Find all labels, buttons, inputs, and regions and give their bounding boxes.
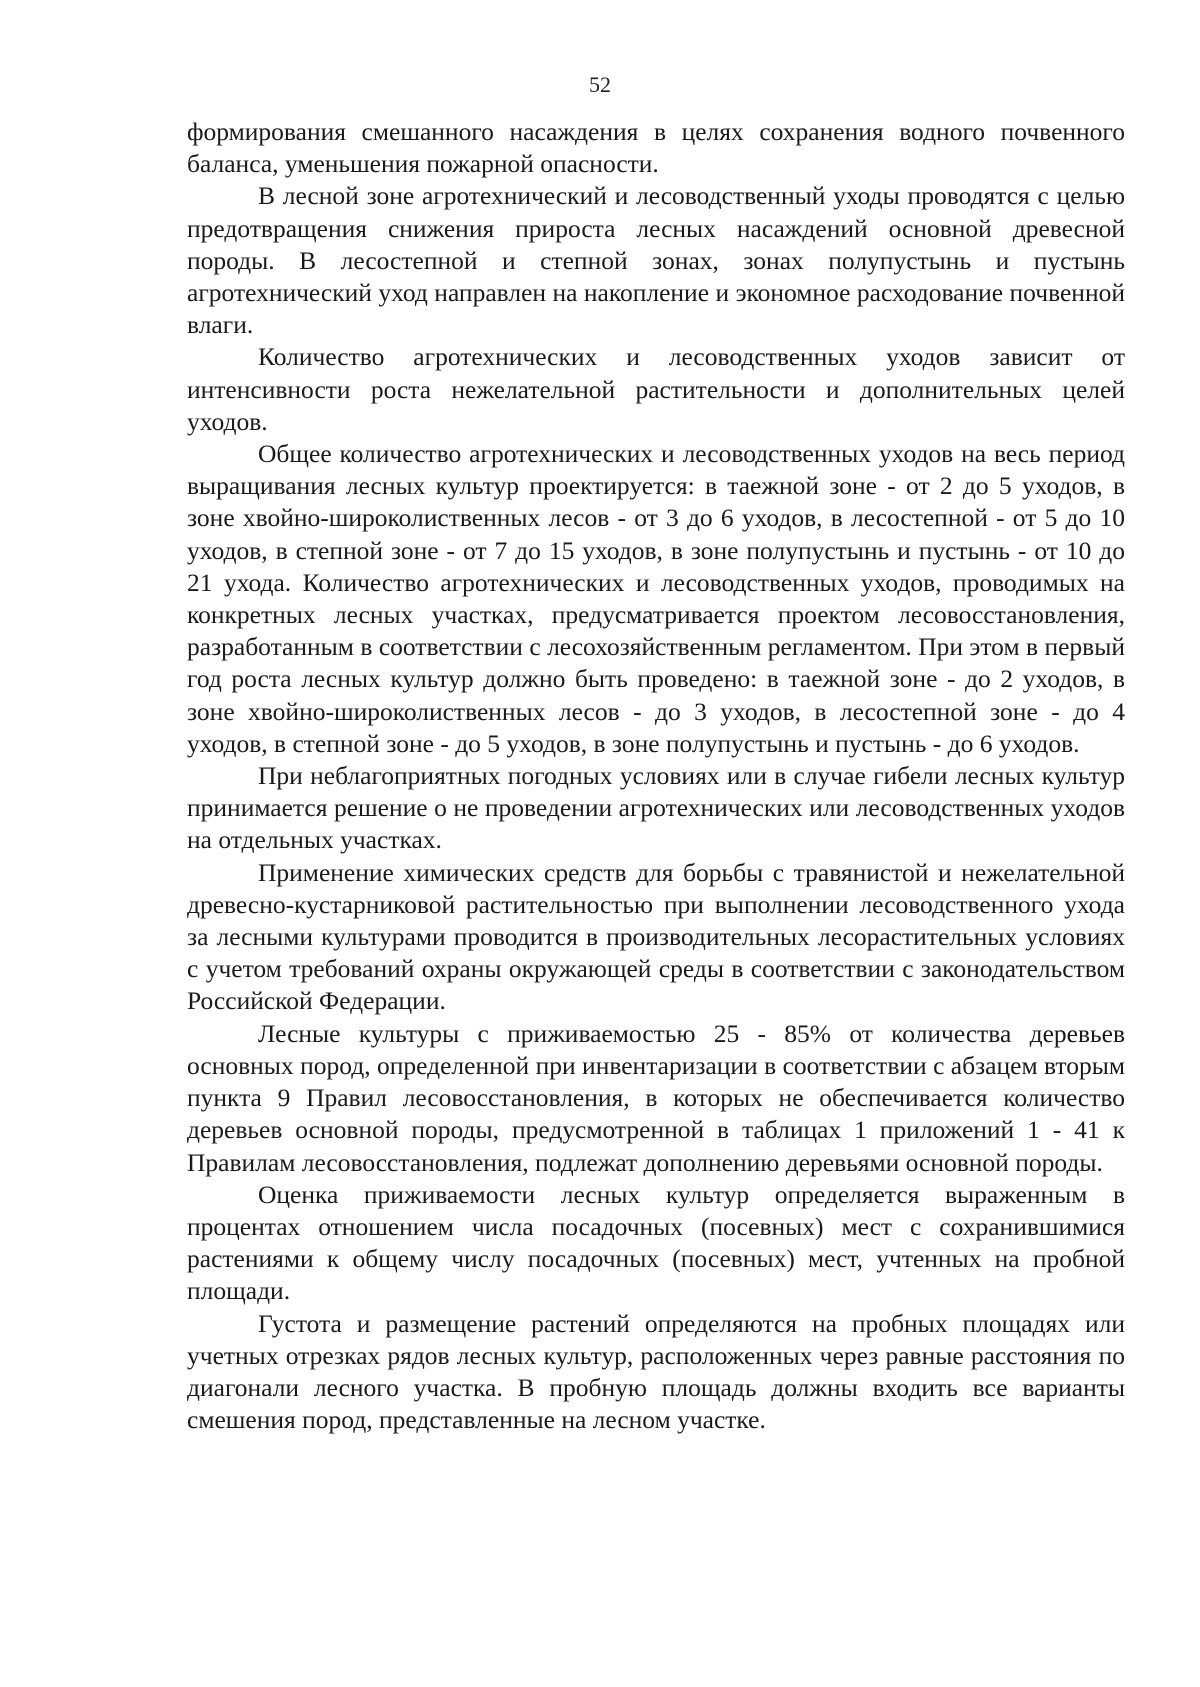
paragraph-adverse-weather: При неблагоприятных погодных условиях или в случае гибели лесных культур принимается решение о не проведении агротехнических или лесоводственных уходов на отдельных участках.: [187, 761, 1125, 855]
paragraph-survival-assessment: Оценка приживаемости лесных культур определяется выраженным в процентах отношением числа посадочных (посевных) мест с сохранившимися растениями к общему числу посадочных (посевных) мест, учтенных на пробной площади.: [187, 1179, 1125, 1306]
paragraph-total-care-count: Общее количество агротехнических и лесоводственных уходов на весь период выращивания лесных культур проектируется: в таежной зоне - от 2 до 5 уходов, в зоне хвойно-широколиственных лесов - от 3 до 6 уходов, в лесостепной - от 5 до 10 уходов, в степной зоне - от 7 до 15 уходов, в зоне полупустынь и пустынь - от 10 до 21 ухода. Количество агротехнических и лесоводственных уходов, проводимых на конкретных лесных участках, предусматривается проектом лесовосстановления, разработанным в соответствии с лесохозяйственным регламентом. При этом в первый год роста лесных культур должно быть проведено: в таежной зоне - до 2 уходов, в зоне хвойно-широколиственных лесов - до 3 уходов, в лесостепной зоне - до 4 уходов, в степной зоне - до 5 уходов, в зоне полупустынь и пустынь - до 6 уходов.: [187, 439, 1125, 758]
paragraph-continuation: формирования смешанного насаждения в целях сохранения водного почвенного баланса, уменьшения пожарной опасности.: [187, 117, 1125, 179]
document-body: [187, 116, 1125, 1436]
paragraph-forest-zone-care: В лесной зоне агротехнический и лесоводственный уходы проводятся с целью предотвращения снижения прироста лесных насаждений основной древесной породы. В лесостепной и степной зонах, зонах полупустынь и пустынь агротехнический уход направлен на накопление и экономное расходование почвенной влаги.: [187, 181, 1125, 340]
page-number: 52: [589, 72, 611, 97]
paragraph-chemical-means: Применение химических средств для борьбы с травянистой и нежелательной древесно-кустарниковой растительностью при выполнении лесоводственного ухода за лесными культурами проводится в производительных лесорастительных условиях с учетом требований охраны окружающей среды в соответствии с законодательством Российской Федерации.: [187, 857, 1125, 1016]
paragraph-survival-rate: Лесные культуры с приживаемостью 25 - 85% от количества деревьев основных пород, определенной при инвентаризации в соответствии с абзацем вторым пункта 9 Правил лесовосстановления, в которых не обеспечивается количество деревьев основной породы, предусмотренной в таблицах 1 приложений 1 - 41 к Правилам лесовосстановления, подлежат дополнению деревьями основной породы.: [187, 1018, 1125, 1177]
paragraph-density-placement: Густота и размещение растений определяются на пробных площадях или учетных отрезках рядов лесных культур, расположенных через равные расстояния по диагонали лесного участка. В пробную площадь должны входить все варианты смешения пород, представленные на лесном участке.: [187, 1308, 1125, 1435]
paragraph-care-count-factors: Количество агротехнических и лесоводственных уходов зависит от интенсивности роста нежелательной растительности и дополнительных целей уходов.: [187, 342, 1125, 436]
